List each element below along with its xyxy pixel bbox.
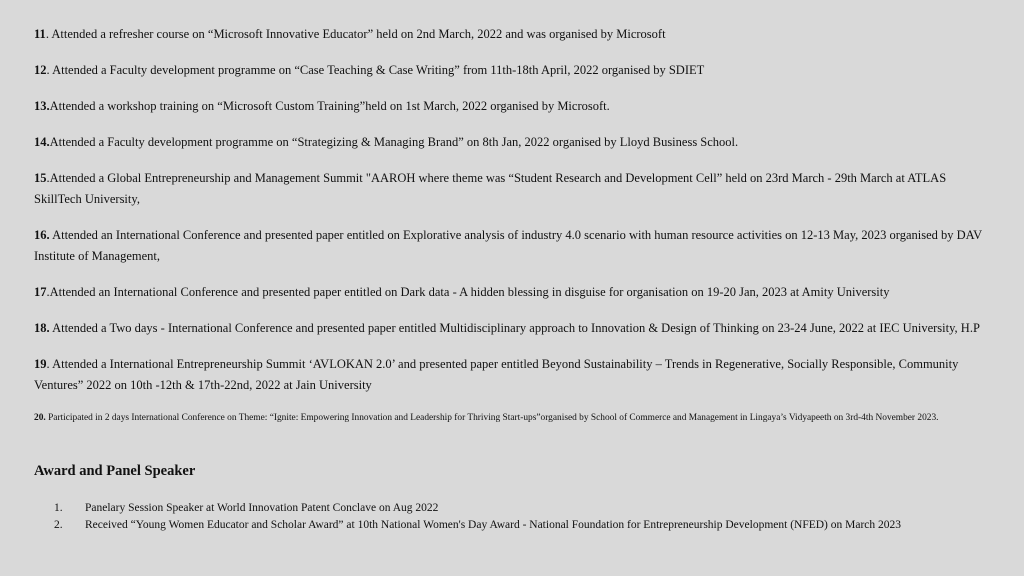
entry-text: Attended a Global Entrepreneurship and Management Summit "AAROH where theme was “Student Research and Development Cell” held on 23rd March - 29th March at ATLAS SkillTech University,: [34, 171, 947, 206]
entry-text: Attended a International Entrepreneurship Summit ‘AVLOKAN 2.0’ and presented paper entitled Beyond Sustainability – Trends in Regenerative, Socially Responsible, Community Ventures” 2022 on 10th -12th & 17th-22nd, 2022 at Jain University: [34, 357, 959, 392]
entry-separator: .: [46, 63, 53, 77]
award-item-number: 2.: [54, 519, 63, 531]
award-item-text: Panelary Session Speaker at World Innovation Patent Conclave on Aug 2022: [85, 502, 439, 514]
award-item-number: 1.: [54, 502, 63, 514]
entry-separator: .: [45, 27, 52, 41]
entry-text: Attended a workshop training on “Microsoft Custom Training”held on 1st March, 2022 organised by Microsoft.: [49, 99, 610, 113]
entry-text: Attended a refresher course on “Microsoft Innovative Educator” held on 2nd March, 2022 and was organised by Microsoft: [51, 27, 666, 41]
entry-18: [34, 318, 994, 339]
entry-13: [34, 96, 994, 117]
award-section-heading: Award and Panel Speaker: [34, 463, 196, 479]
entry-number: 11: [34, 27, 46, 41]
entry-11: [34, 24, 994, 45]
entry-number: 20.: [34, 413, 46, 423]
award-list-item: [54, 517, 901, 534]
entry-number: 18.: [34, 321, 50, 335]
entry-text: Attended a Faculty development programme on “Strategizing & Managing Brand” on 8th Jan, 2022 organised by Lloyd Business School.: [49, 135, 739, 149]
entry-text: Attended an International Conference and presented paper entitled on Dark data - A hidden blessing in disguise for organisation on 19-20 Jan, 2023 at Amity University: [49, 285, 890, 299]
entry-separator: .: [46, 357, 53, 371]
entry-12: [34, 60, 994, 81]
entry-19: [34, 354, 994, 396]
entry-separator: .: [46, 285, 50, 299]
entry-number: 17: [34, 285, 47, 299]
entry-text: Attended a Faculty development programme on “Case Teaching & Case Writing” from 11th-18th April, 2022 organised by SDIET: [52, 63, 705, 77]
entry-number: 12: [34, 63, 47, 77]
entry-text: Attended a Two days - International Conference and presented paper entitled Multidisciplinary approach to Innovation & Design of Thinking on 23-24 June, 2022 at IEC University, H.P: [52, 321, 980, 335]
award-list: [54, 500, 901, 534]
entry-number: 15: [34, 171, 47, 185]
entry-number: 14.: [34, 135, 50, 149]
entry-17: [34, 282, 994, 303]
entry-15: [34, 168, 994, 210]
entry-separator: .: [46, 171, 50, 185]
entry-14: [34, 132, 994, 153]
entry-20: [34, 411, 994, 425]
entry-text: Participated in 2 days International Conference on Theme: “Ignite: Empowering Innovation and Leadership for Thriving Start-ups”organised by School of Commerce and Management in Lingaya’s Vidyapeeth on 3rd-4th November 2023.: [48, 413, 939, 423]
entry-text: Attended an International Conference and presented paper entitled on Explorative analysis of industry 4.0 scenario with human resource activities on 12-13 May, 2023 organised by DAV Institute of Management,: [34, 228, 982, 263]
entry-number: 13.: [34, 99, 50, 113]
entry-number: 19: [34, 357, 47, 371]
entry-number: 16.: [34, 228, 50, 242]
award-list-item: [54, 500, 901, 517]
activities-list: [34, 24, 994, 425]
entry-16: [34, 225, 994, 267]
award-item-text: Received “Young Women Educator and Scholar Award” at 10th National Women's Day Award - National Foundation for Entrepreneurship Development (NFED) on March 2023: [85, 519, 902, 531]
